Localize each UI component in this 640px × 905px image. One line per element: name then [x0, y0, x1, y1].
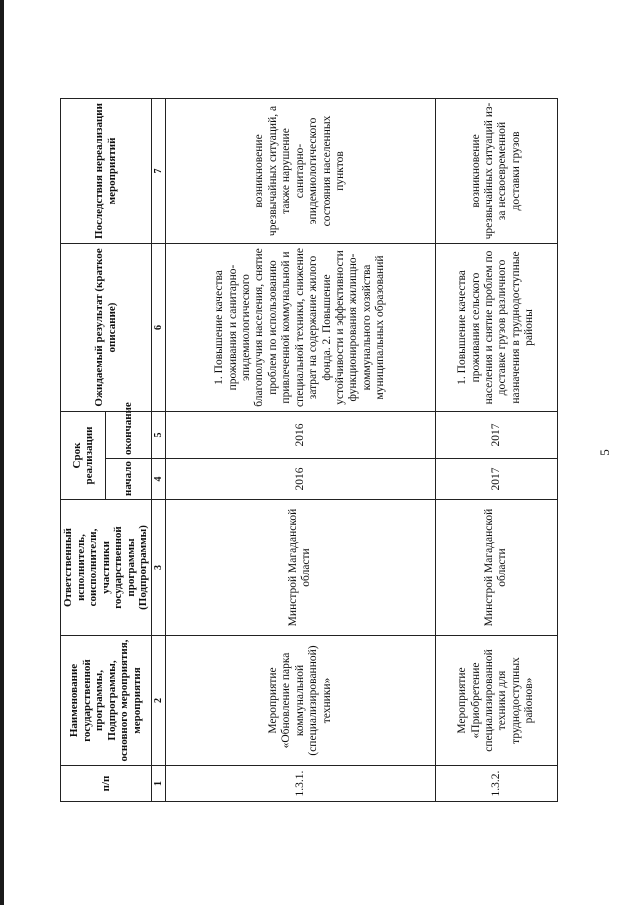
- row-number: 1.3.2.: [435, 766, 557, 802]
- table-row: [435, 98, 557, 801]
- header-term: Срок реализации: [61, 411, 106, 499]
- column-number: 4: [151, 459, 165, 500]
- page-number: 5: [597, 449, 612, 456]
- row-number: 1.3.1.: [165, 766, 435, 802]
- program-table: [60, 98, 558, 802]
- table-header-row: [61, 98, 106, 801]
- header-consequences: Последствия нереализации мероприятий: [61, 98, 152, 243]
- column-numbers-row: [151, 98, 165, 801]
- header-end: окончание: [106, 411, 151, 458]
- start-year: 2016: [165, 459, 435, 500]
- executor: Минстрой Магаданской области: [165, 500, 435, 636]
- header-name: Наименование государственной программы, Подпрограммы, основного мероприятия, мероприятия: [61, 636, 152, 766]
- column-number: 2: [151, 636, 165, 766]
- column-number: 6: [151, 243, 165, 411]
- header-executor: Ответственный исполнитель, соисполнители, участники государственной программы (Подпрограммы): [61, 500, 152, 636]
- header-num: п/п: [61, 766, 152, 802]
- column-number: 3: [151, 500, 165, 636]
- column-number: 1: [151, 766, 165, 802]
- consequences: возникновение чрезвычайных ситуаций, а также нарушение санитарно-эпидемиологического состояния населенных пунктов: [165, 98, 435, 243]
- executor: Минстрой Магаданской области: [435, 500, 557, 636]
- start-year: 2017: [435, 459, 557, 500]
- column-number: 7: [151, 98, 165, 243]
- expected-result: 1. Повышение качества проживания сельского населения и снятие проблем по доставке грузов различного назначения в труднодоступные районы: [435, 243, 557, 411]
- header-result: Ожидаемый результат (краткое описание): [61, 243, 152, 411]
- activity-name: Мероприятие «Обновление парка коммунальной (специализированной) техники»: [165, 636, 435, 766]
- end-year: 2016: [165, 411, 435, 458]
- end-year: 2017: [435, 411, 557, 458]
- column-number: 5: [151, 411, 165, 458]
- table-row: [165, 98, 435, 801]
- activity-name: Мероприятие «Приобретение специализированной техники для труднодоступных районов»: [435, 636, 557, 766]
- consequences: возникновение чрезвычайных ситуаций из-за несвоевременной доставки грузов: [435, 98, 557, 243]
- bottom-scan-edge: [0, 0, 4, 905]
- expected-result: 1. Повышение качества проживания и санитарно-эпидемиологического благополучия населения, снятие проблем по использованию привлеченной коммунальной и специальной техники, снижение затрат на содержание жилого фонда. 2. Повышение устойчивости и эффективности функционирования жилищно-коммунального хозяйства муниципальных образований: [165, 243, 435, 411]
- header-start: начало: [106, 459, 151, 500]
